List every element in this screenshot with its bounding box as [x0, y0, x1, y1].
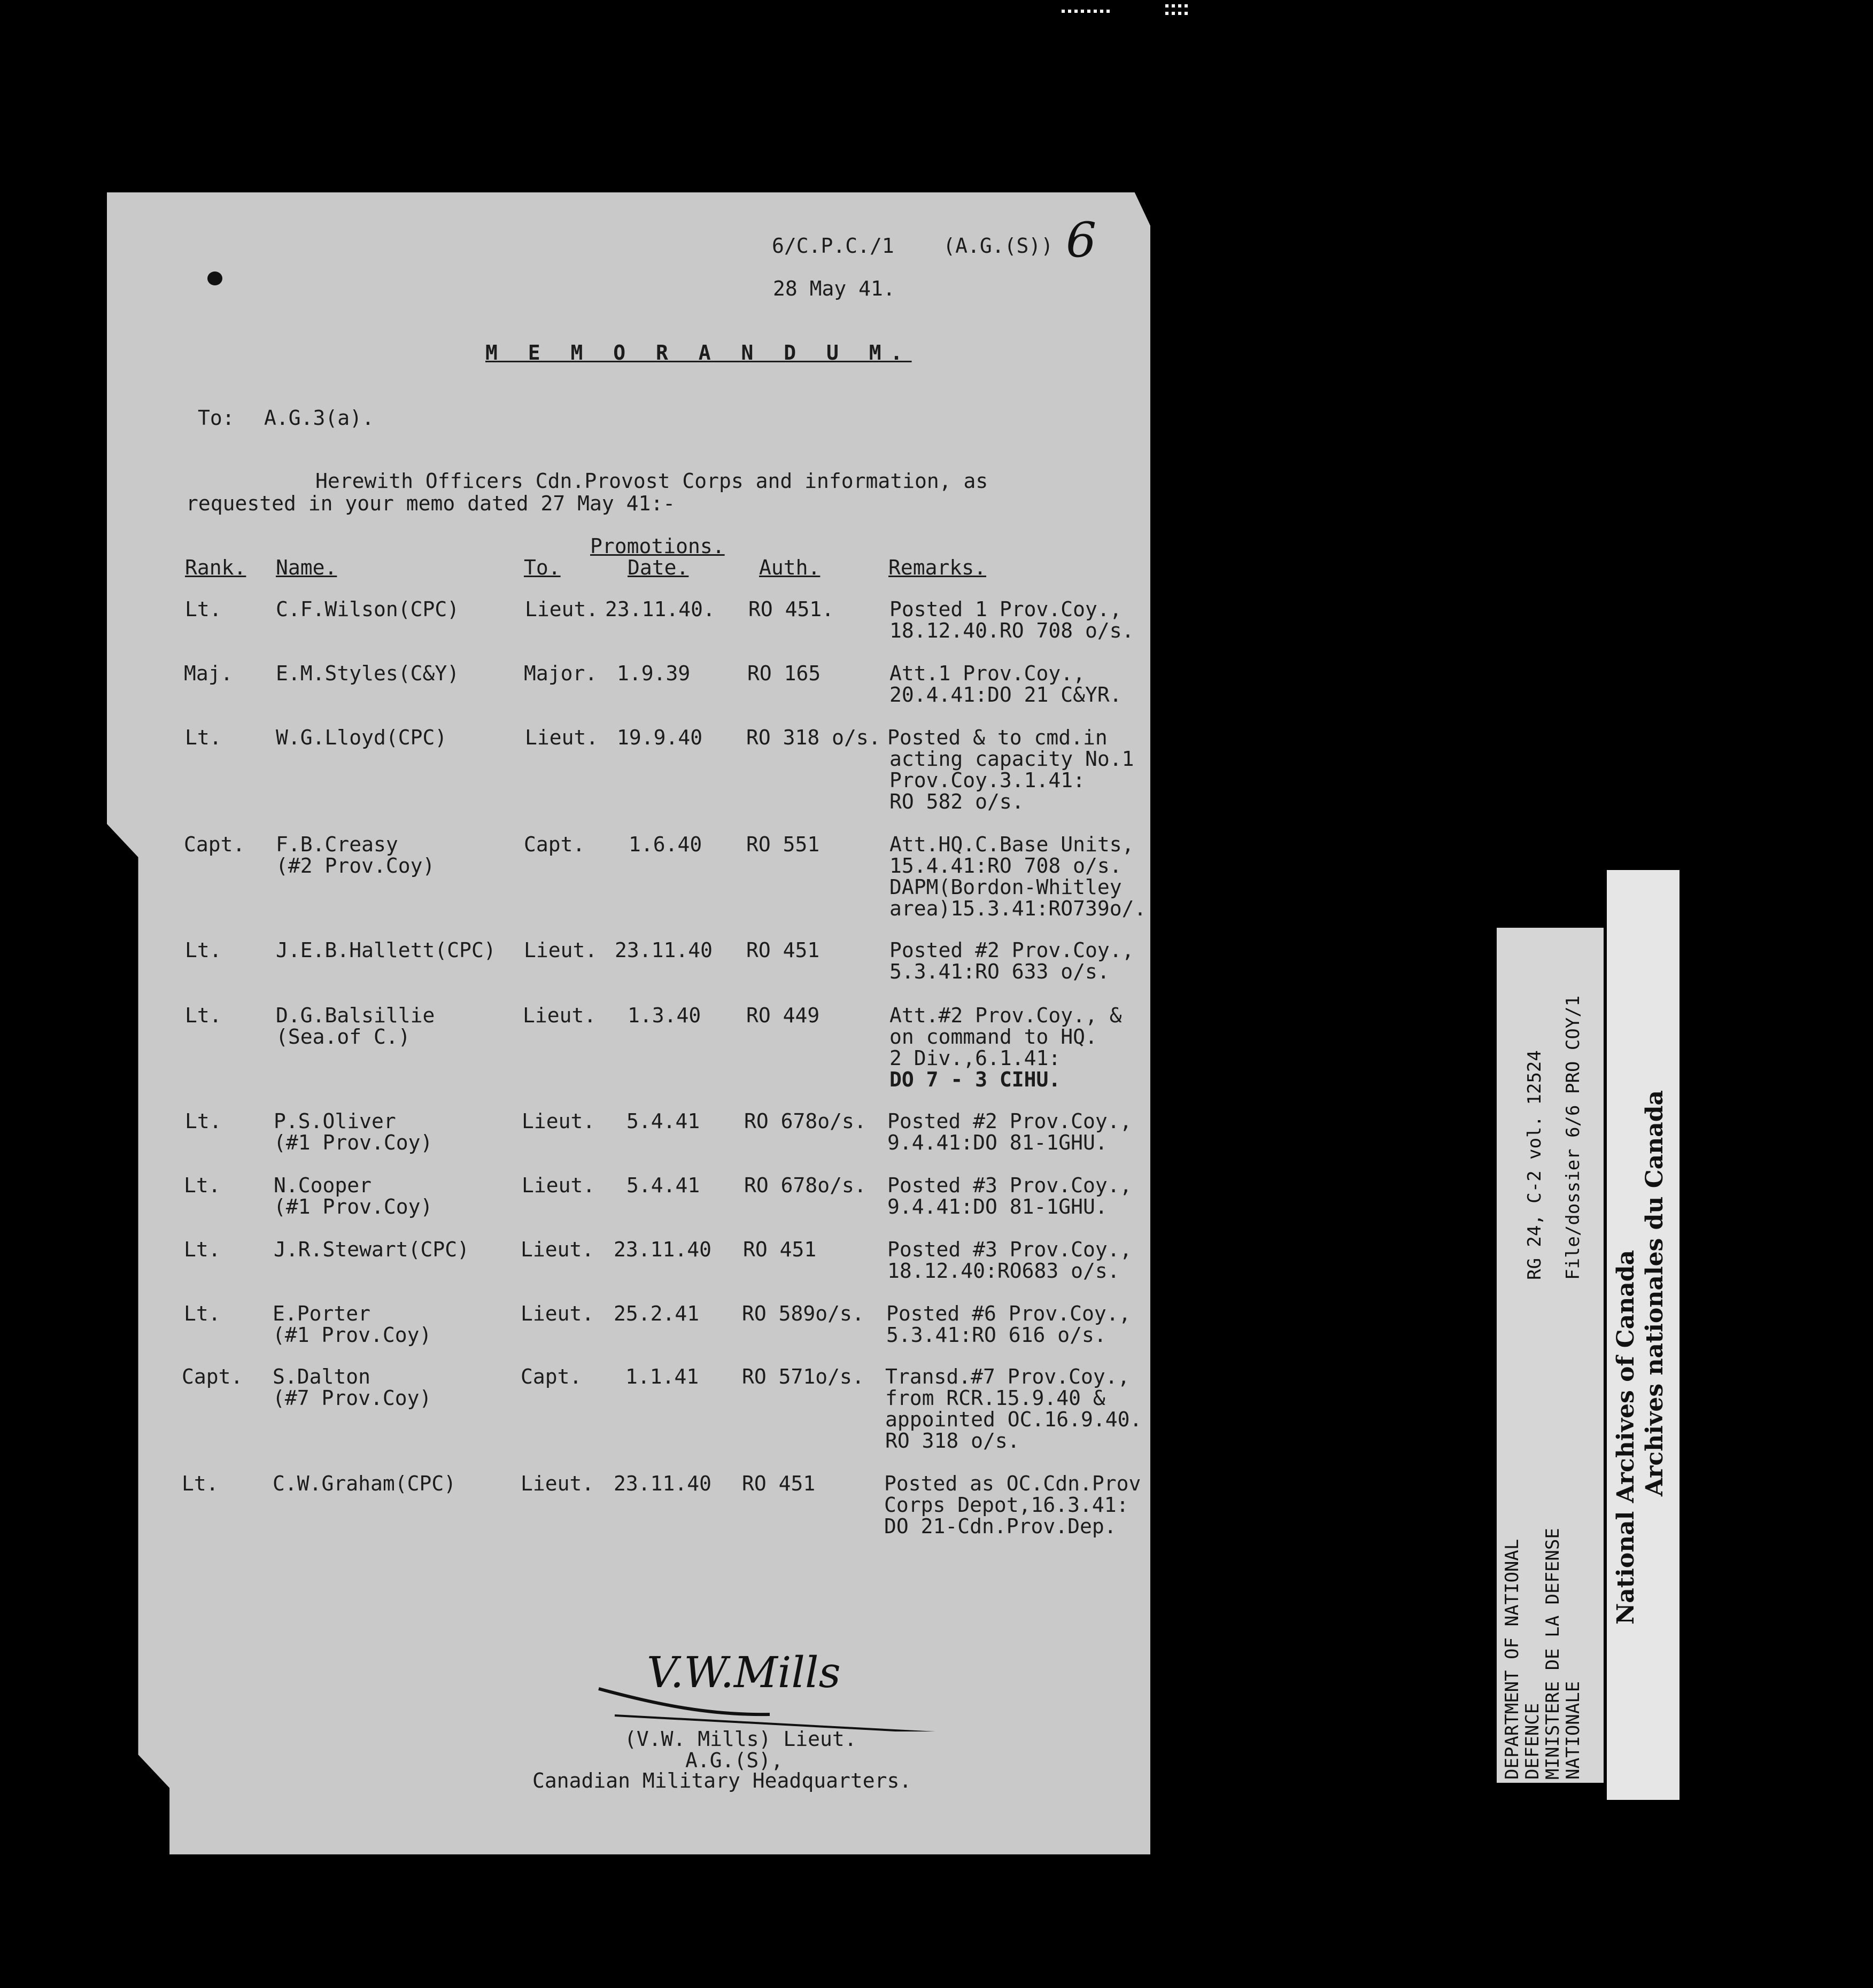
table-cell-remarks: 9.4.41:DO 81-1GHU. [887, 1195, 1108, 1218]
column-header-name: Name. [276, 556, 337, 579]
table-cell-remarks: 15.4.41:RO 708 o/s. [889, 854, 1122, 877]
table-cell-to: Lieut. [523, 1004, 597, 1027]
table-cell-remarks: 5.3.41:RO 616 o/s. [886, 1323, 1106, 1347]
table-cell-rank: Lt. [184, 1302, 221, 1325]
table-cell-to: Major. [524, 662, 598, 685]
table-cell-rank: Maj. [184, 662, 233, 685]
table-cell-name: (#1 Prov.Coy) [274, 1195, 433, 1218]
table-cell-rank: Lt. [184, 1238, 221, 1261]
archive-stamp-en: National Archives of Canada [1612, 1249, 1639, 1625]
table-cell-auth: RO 451. [748, 597, 834, 621]
table-cell-date: 5.4.41 [626, 1109, 700, 1133]
table-cell-date: 23.11.40 [615, 938, 713, 962]
table-cell-remarks: DAPM(Bordon-Whitley [889, 875, 1122, 899]
table-cell-to: Lieut. [521, 1302, 594, 1325]
column-header-remarks: Remarks. [888, 556, 987, 579]
table-cell-rank: Lt. [185, 1109, 222, 1133]
table-cell-date: 1.3.40 [628, 1004, 701, 1027]
table-cell-rank: Lt. [185, 726, 222, 749]
file-reference: 6/C.P.C./1 (A.G.(S)) [772, 234, 1054, 258]
memo-date: 28 May 41. [773, 277, 895, 300]
table-cell-remarks: Att.1 Prov.Coy., [889, 662, 1086, 685]
table-cell-remarks: Corps Depot,16.3.41: [884, 1493, 1129, 1517]
table-cell-remarks: area)15.3.41:RO739o/. [889, 897, 1147, 920]
table-cell-name: J.R.Stewart(CPC) [274, 1238, 470, 1261]
table-cell-remarks: 20.4.41:DO 21 C&YR. [889, 683, 1122, 706]
table-cell-date: 25.2.41 [614, 1302, 700, 1325]
table-cell-remarks: Posted as OC.Cdn.Prov [884, 1472, 1141, 1495]
table-cell-to: Lieut. [521, 1472, 594, 1495]
table-cell-rank: Capt. [182, 1365, 243, 1388]
table-cell-date: 23.11.40 [614, 1238, 712, 1261]
to-recipient: A.G.3(a). [264, 406, 374, 430]
page-number-mark: 6 [1066, 212, 1097, 268]
table-cell-remarks: DO 7 - 3 CIHU. [889, 1068, 1061, 1091]
signature-name-rank: (V.W. Mills) Lieut. [624, 1727, 857, 1751]
archive-department-fr-2: NATIONALE [1562, 1681, 1584, 1780]
table-cell-name: (#7 Prov.Coy) [273, 1386, 432, 1410]
archive-stamp-fr: Archives nationales du Canada [1641, 1090, 1668, 1496]
table-cell-auth: RO 451 [743, 1238, 817, 1261]
table-cell-auth: RO 449 [746, 1004, 820, 1027]
table-cell-name: D.G.Balsillie [276, 1004, 435, 1027]
table-cell-date: 1.1.41 [625, 1365, 699, 1388]
table-cell-auth: RO 551 [746, 833, 820, 856]
intro-line-1: Herewith Officers Cdn.Provost Corps and information, as [315, 469, 988, 493]
column-header-to: To. [524, 556, 561, 579]
table-cell-remarks: Posted #2 Prov.Coy., [887, 1109, 1132, 1133]
film-perforation-marks [1165, 4, 1189, 7]
table-cell-rank: Lt. [185, 597, 222, 621]
table-cell-remarks: 5.3.41:RO 633 o/s. [889, 960, 1110, 983]
table-cell-date: 19.9.40 [617, 726, 703, 749]
table-cell-auth: RO 451 [742, 1472, 816, 1495]
table-cell-to: Lieut. [522, 1109, 595, 1133]
archive-file-dossier: File/dossier 6/6 PRO COY/1 [1562, 995, 1584, 1280]
table-cell-remarks: 9.4.41:DO 81-1GHU. [887, 1131, 1108, 1154]
table-cell-date: 23.11.40 [614, 1472, 712, 1495]
signature-flourish [593, 1683, 941, 1731]
table-cell-remarks: 18.12.40:RO683 o/s. [887, 1259, 1120, 1283]
table-cell-date: 23.11.40. [605, 597, 715, 621]
table-cell-remarks: on command to HQ. [889, 1025, 1097, 1049]
signature-organization: Canadian Military Headquarters. [532, 1769, 912, 1792]
table-cell-auth: RO 165 [747, 662, 821, 685]
table-cell-remarks: Transd.#7 Prov.Coy., [885, 1365, 1130, 1388]
table-cell-rank: Lt. [185, 1004, 222, 1027]
table-cell-name: (#1 Prov.Coy) [274, 1131, 433, 1154]
table-cell-remarks: Posted #3 Prov.Coy., [887, 1174, 1132, 1197]
table-cell-name: W.G.Lloyd(CPC) [276, 726, 447, 749]
table-cell-name: S.Dalton [273, 1365, 371, 1388]
table-cell-to: Capt. [521, 1365, 582, 1388]
table-cell-auth: RO 318 o/s. [746, 726, 881, 749]
table-cell-remarks: Posted #6 Prov.Coy., [886, 1302, 1131, 1325]
table-cell-remarks: acting capacity No.1 [889, 747, 1134, 771]
table-cell-remarks: Posted #3 Prov.Coy., [887, 1238, 1132, 1261]
table-cell-rank: Lt. [185, 938, 222, 962]
table-cell-remarks: from RCR.15.9.40 & [885, 1386, 1105, 1410]
column-header-auth: Auth. [759, 556, 821, 579]
table-cell-to: Lieut. [525, 726, 599, 749]
table-cell-remarks: appointed OC.16.9.40. [885, 1408, 1142, 1431]
table-cell-name: J.E.B.Hallett(CPC) [276, 938, 496, 962]
table-cell-date: 1.9.39 [617, 662, 691, 685]
table-cell-name: (#1 Prov.Coy) [273, 1323, 432, 1347]
table-cell-remarks: Posted 1 Prov.Coy., [889, 597, 1122, 621]
promotions-group-header: Promotions. [590, 534, 725, 558]
table-cell-remarks: RO 582 o/s. [889, 790, 1024, 813]
table-cell-date: 1.6.40 [629, 833, 702, 856]
table-cell-name: (#2 Prov.Coy) [276, 854, 435, 877]
table-cell-to: Lieut. [525, 597, 599, 621]
to-label: To: [198, 406, 235, 430]
table-cell-to: Lieut. [521, 1238, 594, 1261]
table-cell-name: N.Cooper [274, 1174, 372, 1197]
table-cell-name: C.F.Wilson(CPC) [276, 597, 460, 621]
table-cell-name: C.W.Graham(CPC) [273, 1472, 456, 1495]
table-cell-name: E.Porter [273, 1302, 371, 1325]
table-cell-to: Capt. [524, 833, 585, 856]
table-cell-remarks: Posted #2 Prov.Coy., [889, 938, 1134, 962]
memo-title: M E M O R A N D U M. [485, 341, 912, 364]
table-cell-auth: RO 451 [746, 938, 820, 962]
archive-department-en-2: DEFENCE [1522, 1703, 1543, 1780]
table-cell-remarks: Prov.Coy.3.1.41: [889, 768, 1086, 792]
table-cell-rank: Lt. [182, 1472, 219, 1495]
table-cell-remarks: RO 318 o/s. [885, 1429, 1020, 1453]
archive-department-fr: MINISTERE DE LA DEFENSE [1542, 1528, 1564, 1780]
table-cell-date: 5.4.41 [626, 1174, 700, 1197]
table-cell-rank: Capt. [184, 833, 245, 856]
table-cell-remarks: Posted & to cmd.in [887, 726, 1108, 749]
table-cell-auth: RO 678o/s. [744, 1174, 866, 1197]
film-perforation-marks [1062, 10, 1110, 13]
table-cell-to: Lieut. [522, 1174, 595, 1197]
table-cell-remarks: 2 Div.,6.1.41: [889, 1046, 1061, 1070]
table-cell-remarks: Att.#2 Prov.Coy., & [889, 1004, 1122, 1027]
archive-record-group: RG 24, C-2 vol. 12524 [1524, 1050, 1545, 1280]
archive-department-en: DEPARTMENT OF NATIONAL [1502, 1539, 1523, 1780]
signature-appointment: A.G.(S), [685, 1749, 784, 1772]
intro-line-2: requested in your memo dated 27 May 41:- [186, 492, 676, 515]
table-cell-name: (Sea.of C.) [276, 1025, 411, 1049]
table-cell-name: E.M.Styles(C&Y) [276, 662, 460, 685]
table-cell-rank: Lt. [184, 1174, 221, 1197]
film-perforation-marks [1165, 12, 1189, 15]
table-cell-remarks: 18.12.40.RO 708 o/s. [889, 619, 1134, 642]
table-cell-auth: RO 678o/s. [744, 1109, 866, 1133]
table-cell-name: F.B.Creasy [276, 833, 398, 856]
hole-punch-mark [207, 271, 222, 285]
column-header-date: Date. [628, 556, 689, 579]
table-cell-name: P.S.Oliver [274, 1109, 396, 1133]
handwritten-signature: V.W.Mills [647, 1648, 841, 1697]
table-cell-to: Lieut. [524, 938, 598, 962]
table-cell-auth: RO 589o/s. [742, 1302, 864, 1325]
table-cell-remarks: DO 21-Cdn.Prov.Dep. [884, 1515, 1117, 1538]
column-header-rank: Rank. [185, 556, 246, 579]
table-cell-remarks: Att.HQ.C.Base Units, [889, 833, 1134, 856]
table-cell-auth: RO 571o/s. [742, 1365, 864, 1388]
